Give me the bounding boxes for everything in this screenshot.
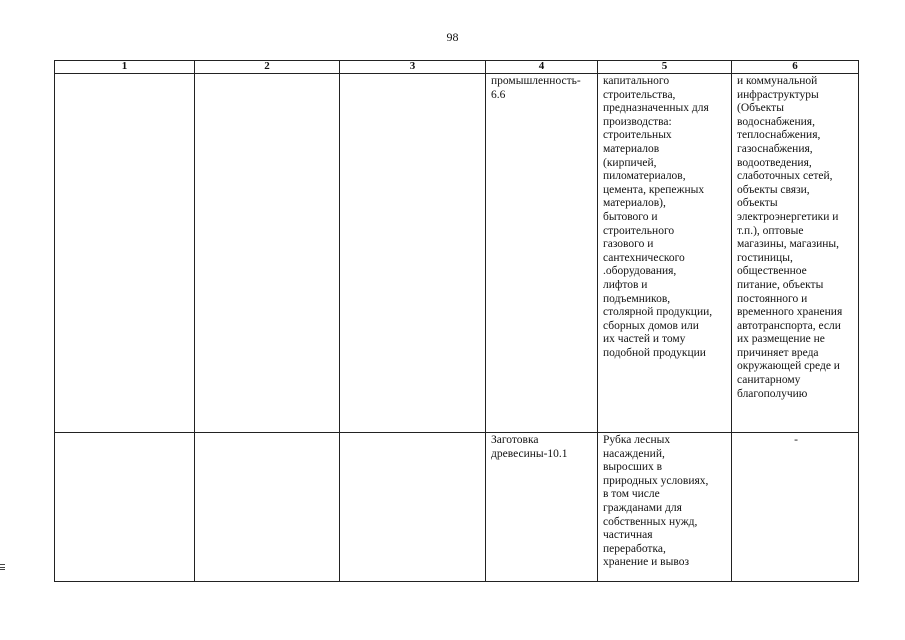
table-cell-col2 [195,74,340,433]
table-cell-col2 [195,433,340,582]
column-header-6: 6 [732,61,859,74]
table-cell-auxiliary-use [732,74,859,433]
table-row [55,433,859,582]
auxiliary-use-text: и коммунальной инфраструктуры (Объекты водоснабжения, теплоснабжения, газоснабжения, водоотведения, слаботочных сетей, объекты связи, объекты электроэнергетики и т.п.), оптовые магазины, магазины, гостиницы, общественное питание, объекты постоянного и временного хранения автотранспорта, если их размещение не причиняет вреда окружающей среде и санитарному благополучию [737,75,843,400]
table-cell-permitted-use [486,433,598,582]
cell-text [195,433,339,434]
permitted-use-text: промышленность- 6.6 [491,75,581,101]
permitted-use-text: Заготовка древесины-10.1 [491,434,568,460]
column-header-2: 2 [195,61,340,74]
document-table [54,60,859,582]
table-cell-col1 [55,433,195,582]
cell-text [340,74,485,75]
cell-text [195,74,339,75]
column-header-5: 5 [598,61,732,74]
column-header-3: 3 [340,61,486,74]
table-cell-col1 [55,74,195,433]
table-row [55,74,859,433]
scan-edge-mark [0,564,5,570]
auxiliary-use-text: - [794,434,798,446]
table-cell-auxiliary-use [732,433,859,582]
use-description-text: капитального строительства, предназначенных для производства: строительных материалов (кирпичей, пиломатериалов, цемента, крепежных материалов), бытового и строительного газового и сантехнического .оборудования, лифтов и подъемников, столярной продукции, сборных домов или их частей и тому подобной продукции [603,75,713,359]
table-cell-use-description [598,433,732,582]
cell-text [55,74,194,75]
cell-text [340,433,485,434]
column-header-1: 1 [55,61,195,74]
table-cell-use-description [598,74,732,433]
table-header-row [55,61,859,74]
page-number: 98 [446,30,459,44]
table-cell-col3 [340,433,486,582]
column-header-4: 4 [486,61,598,74]
cell-text [55,433,194,434]
table-cell-col3 [340,74,486,433]
use-description-text: Рубка лесных насаждений, выросших в природных условиях, в том числе гражданами для собственных нужд, частичная переработка, хранение и вывоз [603,434,709,569]
table-cell-permitted-use [486,74,598,433]
